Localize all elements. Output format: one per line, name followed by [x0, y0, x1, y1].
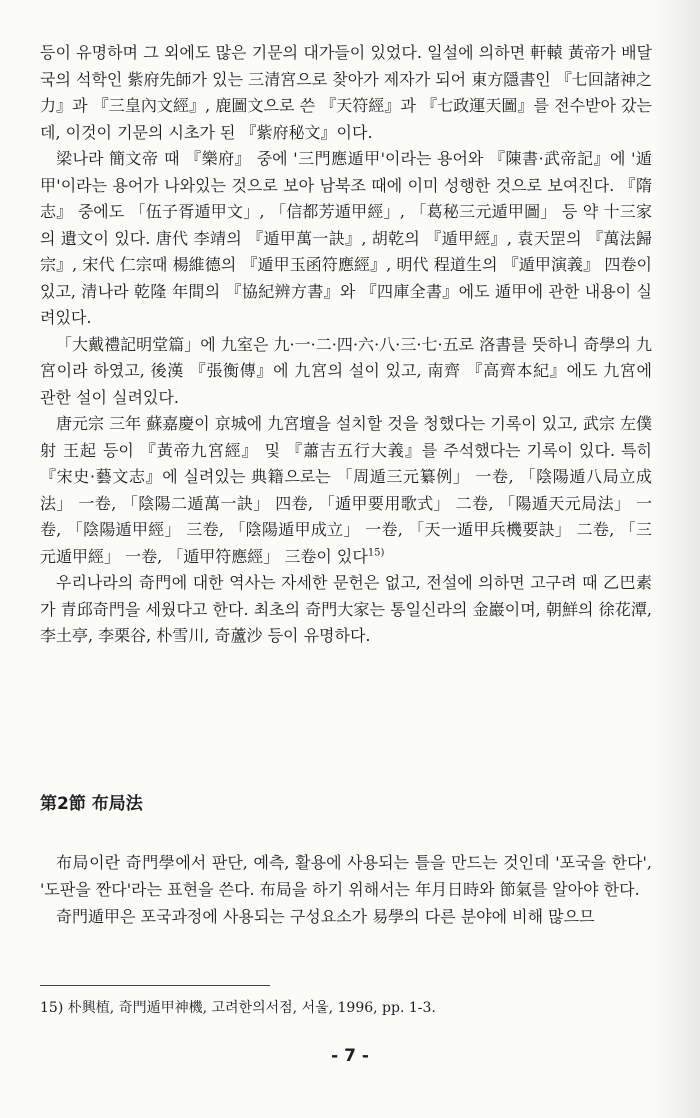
- body-text: [40, 40, 652, 650]
- paragraph: 布局이란 奇門學에서 판단, 예측, 활용에 사용되는 틀을 만드는 것인데 '포국을 한다', '도판을 짠다'라는 표현을 쓴다. 布局을 하기 위해서는 年月日時와 節氣를 알아야 한다.: [40, 853, 652, 899]
- paragraph: 梁나라 簡文帝 때 『樂府』 중에 '三門應遁甲'이라는 용어와 『陳書·武帝記』에 '遁甲'이라는 용어가 나와있는 것으로 보아 남북조 때에 이미 성행한 것으로 보여진다. 『隋志』 중에도 「伍子胥遁甲文」, 「信都芳遁甲經」, 「葛秘三元遁甲圖」 등 약 十三家의 遺文이 있다. 唐代 李靖의 『遁甲萬一訣』, 胡乾의 『遁甲經』, 袁天罡의 『萬法歸宗』, 宋代 仁宗때 楊維德의 『遁甲玉函符應經』, 明代 程道生의 『遁甲演義』 四卷이 있고, 清나라 乾隆 年間의 『協紀辨方書』와 『四庫全書』에도 遁甲에 관한 내용이 실려있다.: [40, 149, 652, 327]
- page-edge-shadow: [654, 0, 700, 1118]
- footnote-reference[interactable]: 15): [367, 547, 385, 559]
- page-number: - 7 -: [331, 1046, 369, 1066]
- paragraph: 등이 유명하며 그 외에도 많은 기문의 대가들이 있었다. 일설에 의하면 軒轅 黃帝가 배달국의 석학인 紫府先師가 있는 三清宮으로 찾아가 제자가 되어 東方隱書인 『七回諸神之力』과 『三皇內文經』, 鹿圖文으로 쓴 『天符經』과 『七政運天圖』를 전수받아 갔는데, 이것이 기문의 시초가 된 『紫府秘文』이다.: [40, 43, 652, 142]
- paragraph: 「大戴禮記明堂篇」에 九室은 九·一·二·四·六·八·三·七·五로 洛書를 뜻하니 奇學의 九宮이라 하였고, 後漢 『張衡傳』에 九宮의 설이 있고, 南齊 『高齊本紀』에도 九宮에 관한 설이 실려있다.: [40, 334, 652, 407]
- section-body: [40, 849, 652, 930]
- footnote: 15) 朴興植, 奇門遁甲神機, 고려한의서점, 서울, 1996, pp. 1-3.: [40, 1000, 436, 1016]
- paragraph: [40, 411, 652, 570]
- paragraph: 奇門遁甲은 포국과정에 사용되는 구성요소가 易學의 다른 분야에 비해 많으므: [56, 907, 595, 926]
- section-heading: 第2節 布局法: [40, 794, 143, 814]
- paragraph-text: 唐元宗 三年 蘇嘉慶이 京城에 九宮壇을 설치할 것을 청했다는 기록이 있고, 武宗 左僕射 王起 등이 『黃帝九宮經』 및 『蕭吉五行大義』를 주석했다는 기록이 있다. 특히 『宋史·藝文志』에 실려있는 典籍으로는 「周遁三元纂例」 一卷, 「陰陽遁八局立成法」 一卷, 「陰陽二遁萬一訣」 四卷, 「遁甲要用歌式」 二卷, 「陽遁天元局法」 一卷, 「陰陽遁甲經」 三卷, 「陰陽遁甲成立」 一卷, 「天一遁甲兵機要訣」 二卷, 「三元遁甲經」 一卷, 「遁甲符應經」 三卷이 있다: [40, 414, 652, 566]
- paragraph: 우리나라의 奇門에 대한 역사는 자세한 문헌은 없고, 전설에 의하면 고구려 때 乙巴素가 青邱奇門을 세웠다고 한다. 최초의 奇門大家는 통일신라의 金巖이며, 朝鮮의 徐花潭, 李土亭, 李栗谷, 朴雪川, 奇蘆沙 등이 유명하다.: [40, 573, 652, 645]
- footnote-divider: [40, 985, 270, 986]
